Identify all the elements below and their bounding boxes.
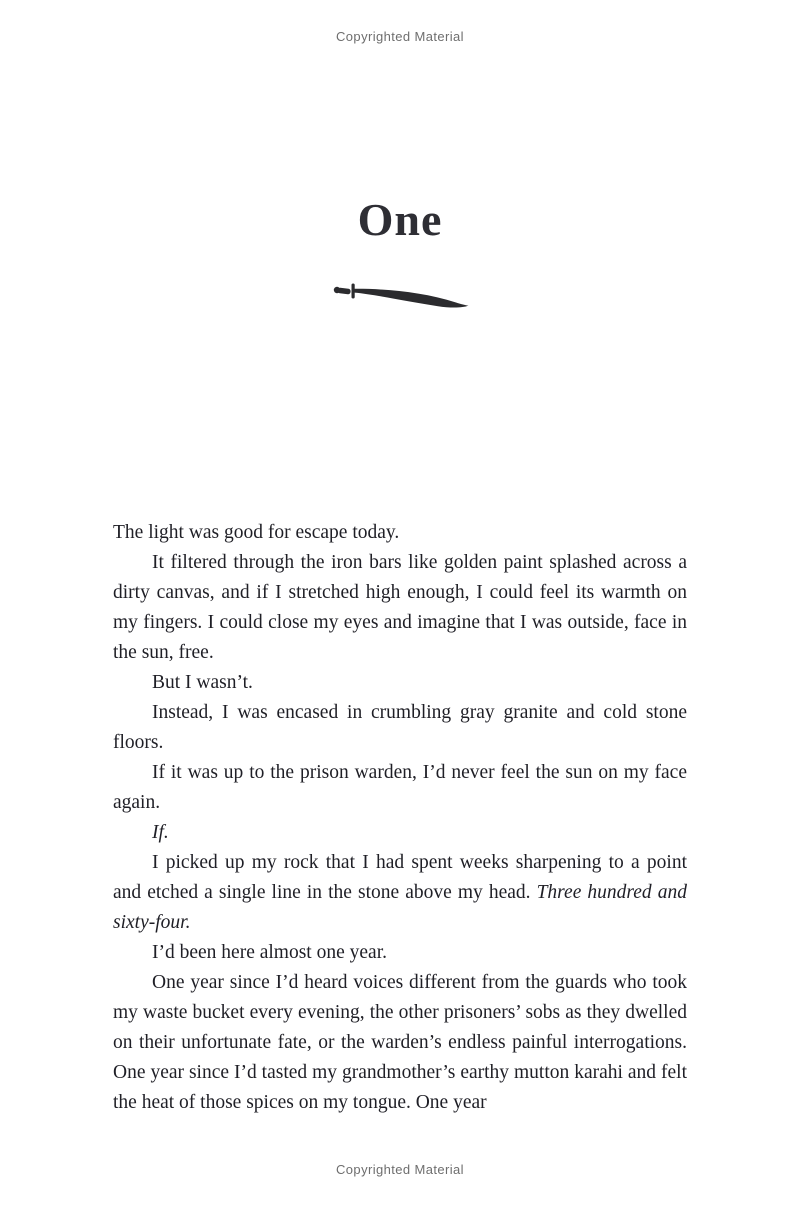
body-text [113, 518, 687, 1118]
text-run: I’d been here almost one year. [152, 941, 387, 963]
paragraph [113, 818, 687, 848]
text-run: One year since I’d heard voices different from the guards who took my waste bucket every evening, the other prisoners’ sobs as they dwelled on their unfortunate fate, or the warden’s endless painful interrogations. One year since I’d tasted my grandmother’s earthy mutton karahi and felt the heat of those spices on my tongue. One year [113, 971, 687, 1113]
italic-text-run: Three hundred and sixty-four. [113, 881, 688, 933]
paragraph [113, 548, 687, 668]
text-run: The light was good for escape today. [113, 521, 400, 543]
text-run: Instead, I was encased in crumbling gray granite and cold stone floors. [113, 701, 687, 753]
text-run: I picked up my rock that I had spent weeks sharpening to a point and etched a single line in the stone above my head. [113, 851, 687, 903]
paragraph [113, 518, 687, 548]
chapter-title: One [357, 194, 443, 245]
paragraph [113, 848, 687, 938]
chapter-divider [0, 280, 800, 312]
paragraph [113, 758, 687, 818]
text-run: It filtered through the iron bars like golden paint splashed across a dirty canvas, and if I stretched high enough, I could feel its warmth on my fingers. I could close my eyes and imagine that I was outside, face in the sun, free. [113, 551, 687, 663]
text-run: But I wasn’t. [152, 671, 253, 693]
paragraph [113, 668, 687, 698]
copyright-notice-top: Copyrighted Material [336, 29, 464, 44]
paragraph [113, 938, 687, 968]
paragraph [113, 698, 687, 758]
text-run: If it was up to the prison warden, I’d never feel the sun on my face again. [113, 761, 687, 813]
italic-text-run: If. [152, 821, 169, 843]
sword-icon [330, 280, 470, 297]
paragraph [113, 968, 687, 1118]
copyright-notice-bottom: Copyrighted Material [336, 1162, 464, 1177]
